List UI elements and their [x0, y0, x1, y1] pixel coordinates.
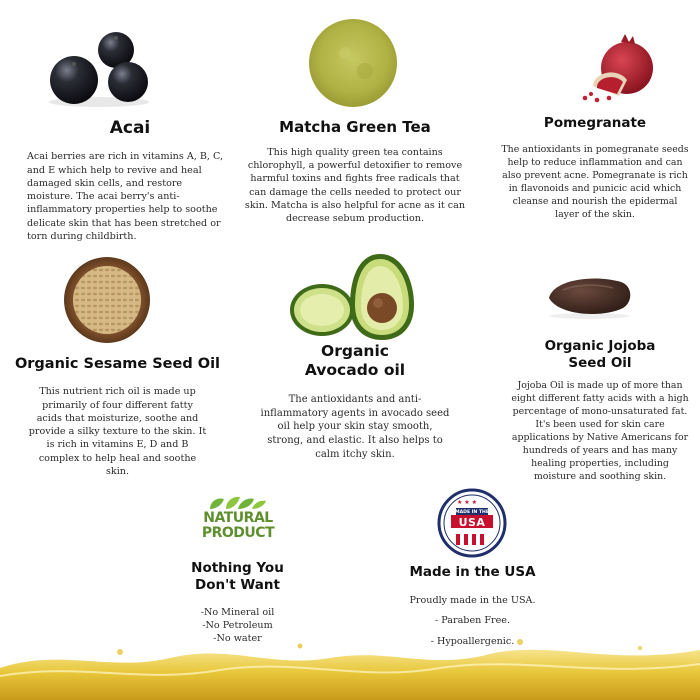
- natural-title: Nothing You Don't Want: [191, 560, 284, 593]
- acai-title: Acai: [109, 118, 151, 138]
- natural-line-2: -No Petroleum: [202, 619, 273, 631]
- natural-badge-line1: NATURAL: [203, 510, 273, 526]
- usa-line-2: - Paraben Free.: [434, 615, 511, 627]
- matcha-description: This high quality green tea contains chlorophyll, a powerful detoxifier to remove harmful toxins and fights free radicals that can damage the cells needed to protect our skin. Matcha is also helpful for acne as it can decrease sebum production.: [244, 147, 466, 225]
- leaves-icon: [198, 495, 278, 511]
- avocado-card: [255, 342, 455, 462]
- usa-line-3: - Hypoallergenic.: [430, 635, 515, 647]
- natural-line-3: -No water: [213, 633, 262, 645]
- natural-line-1: -No Mineral oil: [200, 606, 275, 618]
- pomegranate-card: [500, 115, 690, 222]
- jojoba-description: Jojoba Oil is made up of more than eight different fatty acids with a high percentage of mono-unsaturated fat. It's been used for skin care applications by Native Americans for hundreds of years and has many healing properties, including moisture and soothing skin.: [511, 379, 689, 482]
- jojoba-seed-icon: [543, 272, 635, 320]
- pomegranate-title: Pomegranate: [543, 115, 647, 131]
- avocado-description: The antioxidants and anti-inflammatory agents in avocado seed oil help your skin stay smooth, strong, and elastic. It also helps to calm itchy skin.: [260, 393, 450, 460]
- sesame-title: Organic Sesame Seed Oil: [14, 356, 221, 372]
- usa-line-1: Proudly made in the USA.: [409, 595, 536, 607]
- natural-badge-line2: PRODUCT: [201, 524, 275, 541]
- usa-badge-text-top: MADE IN THE: [455, 510, 489, 515]
- pomegranate-description: The antioxidants in pomegranate seeds help to reduce inflammation and can also prevent acne. Pomegranate is rich in flavonoids and punicic acid which cleanse and nourish the epidermal layer of the skin.: [501, 144, 689, 221]
- usa-badge-text-main: USA: [458, 516, 486, 529]
- sesame-seeds-bowl-icon: [62, 255, 152, 345]
- acai-card: [25, 118, 235, 243]
- acai-description: Acai berries are rich in vitamins A, B, C, and E which help to revive and heal damaged skin cells, and restore moisture. The acai berry's anti-inflammatory properties help to soothe delicate skin that has been stretched or torn during childbirth.: [27, 151, 224, 242]
- sesame-description: This nutrient rich oil is made up primarily of four different fatty acids that moisturize, soothe and provide a silky texture to the skin. It is rich in vitamins E, D and B complex to help heal and soothe skin.: [28, 386, 207, 477]
- avocado-title: Organic Avocado oil: [304, 342, 406, 380]
- acai-berries-icon: [44, 28, 154, 108]
- oil-splash-decoration: [0, 628, 700, 700]
- jojoba-title: Organic Jojoba Seed Oil: [544, 338, 656, 371]
- pomegranate-icon: [575, 30, 665, 106]
- matcha-card: [240, 118, 470, 225]
- sesame-card: [10, 356, 225, 478]
- usa-title: Made in the USA: [409, 564, 536, 580]
- svg-text:★ ★ ★: ★ ★ ★: [457, 499, 477, 506]
- matcha-powder-icon: [305, 15, 401, 111]
- natural-product-badge: [198, 495, 278, 553]
- avocado-icon: [288, 250, 418, 342]
- jojoba-card: [510, 338, 690, 484]
- matcha-title: Matcha Green Tea: [279, 118, 431, 136]
